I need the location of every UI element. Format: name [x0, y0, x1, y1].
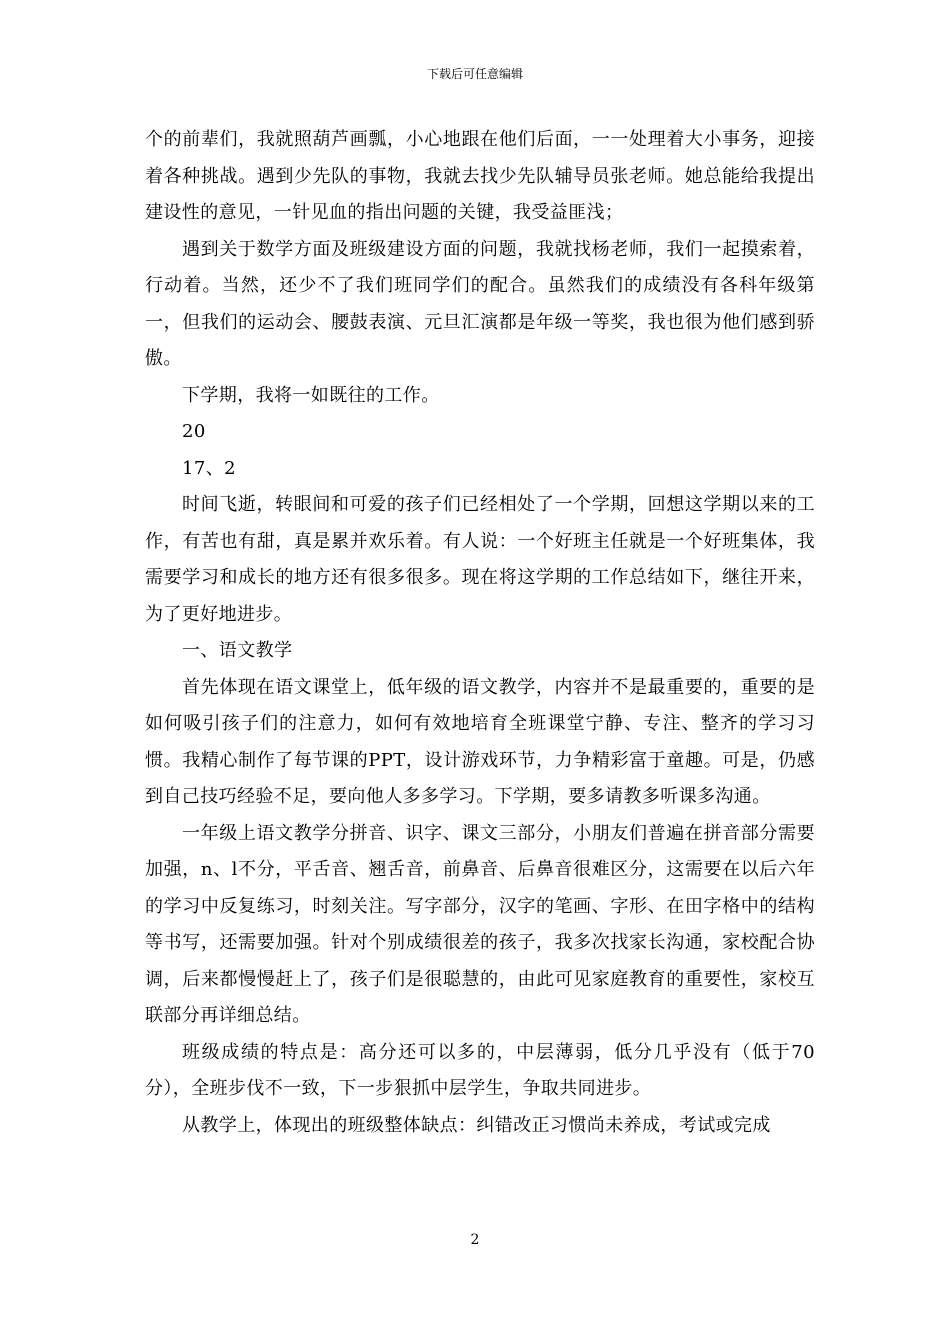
section-heading: 一、语文教学: [182, 640, 293, 661]
paragraph: 20: [182, 421, 206, 442]
document-body: [145, 122, 815, 1144]
page-header: 下载后可任意编辑: [426, 67, 523, 81]
paragraph: 时间飞逝，转眼间和可爱的孩子们已经相处了一个学期，回想这学期以来的工作，有苦也有甜，真是累并欢乐着。有人说：一个好班主任就是一个好班集体，我需要学习和成长的地方还有很多很多。现在将这学期的工作总结如下，继往开来，为了更好地进步。: [145, 494, 815, 625]
page-number: 2: [470, 1232, 480, 1248]
paragraph: 首先体现在语文课堂上，低年级的语文教学，内容并不是最重要的，重要的是如何吸引孩子们的注意力，如何有效地培育全班课堂宁静、专注、整齐的学习习惯。我精心制作了每节课的PPT，设计游戏环节，力争精彩富于童趣。可是，仍感到自己技巧经验不足，要向他人多多学习。下学期，要多请教多听课多沟通。: [145, 676, 815, 807]
paragraph: 遇到关于数学方面及班级建设方面的问题，我就找杨老师，我们一起摸索着，行动着。当然，还少不了我们班同学们的配合。虽然我们的成绩没有各科年级第一，但我们的运动会、腰鼓表演、元旦汇演都是年级一等奖，我也很为他们感到骄傲。: [145, 238, 815, 369]
paragraph: 一年级上语文教学分拼音、识字、课文三部分，小朋友们普遍在拼音部分需要加强，n、l不分，平舌音、翘舌音，前鼻音、后鼻音很难区分，这需要在以后六年的学习中反复练习，时刻关注。写字部分，汉字的笔画、字形、在田字格中的结构等书写，还需要加强。针对个别成绩很差的孩子，我多次找家长沟通，家校配合协调，后来都慢慢赶上了，孩子们是很聪慧的，由此可见家庭教育的重要性，家校互联部分再详细总结。: [145, 822, 815, 1026]
paragraph: 17、2: [182, 457, 236, 479]
paragraph: 下学期，我将一如既往的工作。: [182, 384, 440, 406]
paragraph: 班级成绩的特点是：高分还可以多的，中层薄弱，低分几乎没有（低于70分），全班步伐不一致，下一步狠抓中层学生，争取共同进步。: [145, 1041, 815, 1099]
paragraph: 个的前辈们，我就照葫芦画瓢，小心地跟在他们后面，一一处理着大小事务，迎接着各种挑战。遇到少先队的事物，我就去找少先队辅导员张老师。她总能给我提出建设性的意见，一针见血的指出问题的关键，我受益匪浅；: [145, 129, 815, 223]
paragraph: 从教学上，体现出的班级整体缺点：纠错改正习惯尚未养成，考试或完成: [182, 1114, 771, 1136]
